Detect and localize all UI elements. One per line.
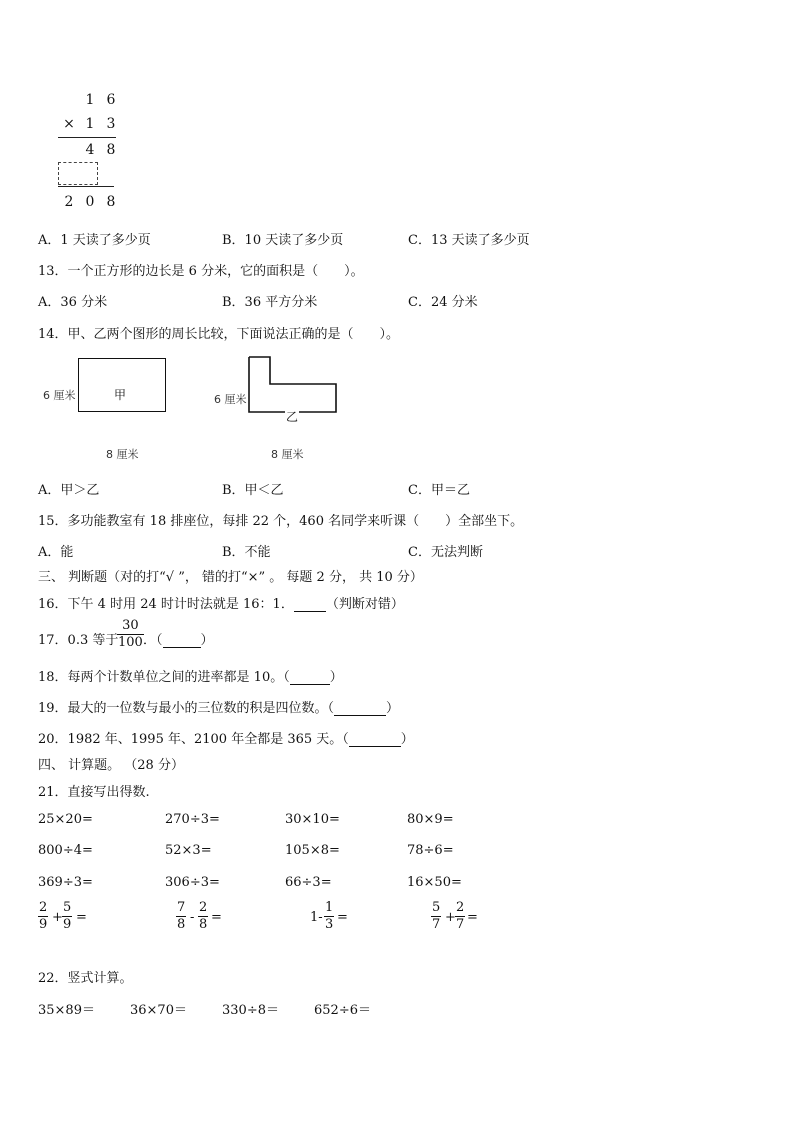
answer-blank[interactable] bbox=[290, 670, 330, 685]
question-18 bbox=[38, 666, 343, 685]
option-a[interactable]: A．甲＞乙 bbox=[38, 483, 100, 498]
partial-digit: 4 bbox=[85, 142, 95, 158]
q16-suffix: （判断对错） bbox=[325, 597, 404, 612]
option-a[interactable]: A．1 天读了多少页 bbox=[38, 233, 151, 248]
jia-name: 甲 bbox=[114, 388, 127, 402]
equals-sign: = bbox=[337, 910, 348, 925]
equals-sign: = bbox=[76, 910, 87, 925]
q18-close: ） bbox=[329, 670, 343, 685]
q17-open: ．（ bbox=[143, 633, 163, 648]
calc-item: 369÷3= bbox=[38, 875, 93, 890]
mult-second-digit: 3 bbox=[106, 116, 116, 132]
shape-yi bbox=[246, 354, 340, 416]
fraction: 5 7 bbox=[432, 900, 441, 932]
option-b[interactable]: B．甲＜乙 bbox=[222, 483, 284, 498]
q20-close: ） bbox=[400, 732, 414, 747]
answer-blank[interactable] bbox=[163, 633, 201, 648]
calc-item: 78÷6= bbox=[407, 843, 454, 858]
question-15: 15．多功能教室有 18 排座位，每排 22 个，460 名同学来听课（ ）全部坐下。 bbox=[38, 514, 524, 529]
calc-item: 800÷4= bbox=[38, 843, 93, 858]
q18-text: 18．每两个计数单位之间的进率都是 10。（ bbox=[38, 670, 290, 685]
equals-sign: = bbox=[467, 910, 478, 925]
yi-bottom-label: 8 厘米 bbox=[271, 448, 304, 461]
answer-blank[interactable] bbox=[294, 597, 326, 612]
fraction-denominator: 100 bbox=[118, 635, 143, 650]
q17-close: ） bbox=[200, 633, 214, 648]
fraction: 2 7 bbox=[456, 900, 465, 932]
rectangle-jia bbox=[78, 358, 166, 412]
question-16 bbox=[38, 593, 404, 612]
fraction: 5 9 bbox=[63, 900, 72, 932]
option-c[interactable]: C．24 分米 bbox=[408, 295, 478, 310]
question-13: 13．一个正方形的边长是 6 分米，它的面积是（ ）。 bbox=[38, 264, 364, 279]
result-digit: 0 bbox=[85, 194, 95, 210]
result-digit: 8 bbox=[106, 194, 116, 210]
calc-item: 270÷3= bbox=[165, 812, 220, 827]
section-4-title: 四、 计算题。 （28 分） bbox=[38, 758, 184, 773]
q19-text: 19．最大的一位数与最小的三位数的积是四位数。（ bbox=[38, 701, 335, 716]
q19-close: ） bbox=[386, 701, 400, 716]
plus-sign: + bbox=[445, 910, 456, 925]
calc-item: 25×20= bbox=[38, 812, 93, 827]
calc-item: 52×3= bbox=[165, 843, 212, 858]
fraction-30-100 bbox=[117, 619, 144, 650]
option-c[interactable]: C．甲＝乙 bbox=[408, 483, 470, 498]
option-c[interactable]: C．13 天读了多少页 bbox=[408, 233, 530, 248]
equals-sign: = bbox=[211, 910, 222, 925]
minus-sign: - bbox=[190, 910, 195, 925]
section-3-title: 三、 判断题（对的打“√ ”， 错的打“×” 。 每题 2 分， 共 10 分） bbox=[38, 570, 423, 585]
calc-item: 36×70＝ bbox=[130, 1003, 187, 1018]
option-b[interactable]: B．10 天读了多少页 bbox=[222, 233, 344, 248]
q16-text: 16．下午 4 时用 24 时计时法就是 16：1． bbox=[38, 597, 294, 612]
q17-text: 17．0.3 等于 bbox=[38, 633, 119, 648]
option-a[interactable]: A．能 bbox=[38, 545, 74, 560]
option-a[interactable]: A．36 分米 bbox=[38, 295, 108, 310]
times-sign: × bbox=[63, 116, 75, 132]
question-21: 21．直接写出得数. bbox=[38, 785, 150, 800]
calc-item: 652÷6＝ bbox=[314, 1003, 371, 1018]
fraction-numerator: 30 bbox=[122, 618, 139, 633]
yi-name: 乙 bbox=[286, 410, 299, 424]
result-digit: 2 bbox=[64, 194, 74, 210]
q20-text: 20．1982 年、1995 年、2100 年全都是 365 天。（ bbox=[38, 732, 349, 747]
option-b[interactable]: B．36 平方分米 bbox=[222, 295, 318, 310]
fraction: 2 9 bbox=[39, 900, 48, 932]
calc-item: 30×10= bbox=[285, 812, 340, 827]
option-c[interactable]: C．无法判断 bbox=[408, 545, 483, 560]
question-14: 14．甲、乙两个图形的周长比较，下面说法正确的是（ ）。 bbox=[38, 327, 400, 342]
yi-side-label: 6 厘米 bbox=[214, 393, 247, 406]
question-19 bbox=[38, 697, 399, 716]
calc-item: 330÷8＝ bbox=[222, 1003, 279, 1018]
calc-item: 16×50= bbox=[407, 875, 462, 890]
plus-sign: + bbox=[52, 910, 63, 925]
lead-term: 1- bbox=[310, 910, 323, 925]
fraction: 7 8 bbox=[177, 900, 186, 932]
missing-partial-box[interactable] bbox=[58, 162, 98, 185]
jia-side-label: 6 厘米 bbox=[43, 389, 76, 402]
answer-blank[interactable] bbox=[334, 701, 386, 716]
calc-item: 80×9= bbox=[407, 812, 454, 827]
calc-item: 66÷3= bbox=[285, 875, 332, 890]
calc-item: 35×89＝ bbox=[38, 1003, 95, 1018]
jia-bottom-label: 8 厘米 bbox=[106, 448, 139, 461]
fraction: 2 8 bbox=[199, 900, 208, 932]
answer-blank[interactable] bbox=[349, 732, 401, 747]
partial-digit: 8 bbox=[106, 142, 116, 158]
calc-item: 306÷3= bbox=[165, 875, 220, 890]
mult-second-digit: 1 bbox=[85, 116, 95, 132]
option-b[interactable]: B．不能 bbox=[222, 545, 271, 560]
calc-item: 105×8= bbox=[285, 843, 340, 858]
question-22: 22．竖式计算。 bbox=[38, 971, 133, 986]
mult-top-digit: 1 bbox=[85, 92, 95, 108]
mult-rule bbox=[58, 137, 116, 138]
mult-top-digit: 6 bbox=[106, 92, 116, 108]
mult-rule bbox=[58, 186, 114, 187]
question-20 bbox=[38, 728, 414, 747]
fraction: 1 3 bbox=[325, 900, 334, 932]
